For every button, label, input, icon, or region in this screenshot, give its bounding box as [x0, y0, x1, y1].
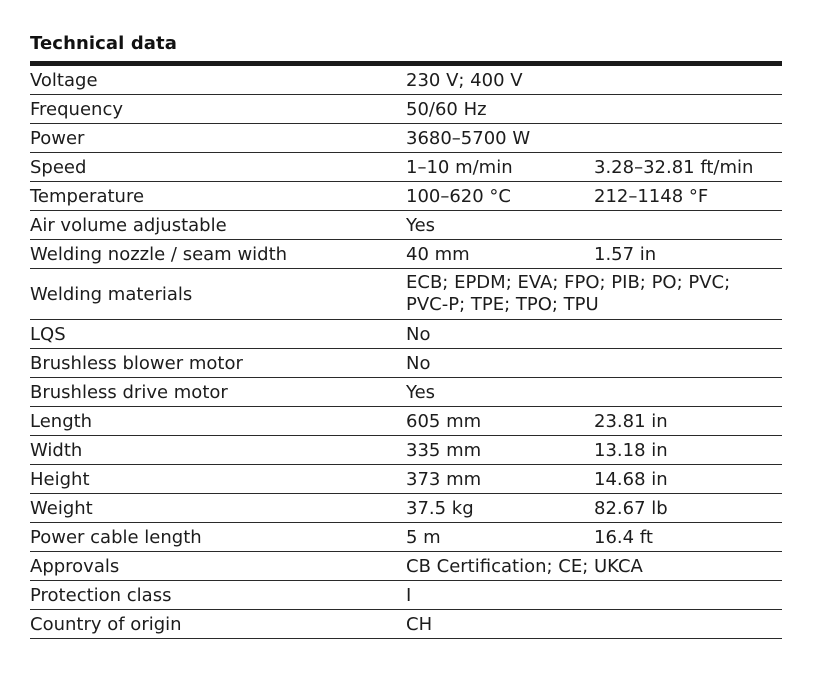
table-row-width [30, 436, 782, 465]
row-value [406, 272, 782, 316]
row-value: 5 m [406, 526, 441, 548]
row-value: 1–10 m/min [406, 156, 513, 178]
row-alt-value: 23.81 in [594, 410, 668, 432]
table-row-power [30, 124, 782, 153]
table-row-voltage [30, 66, 782, 95]
row-label: Length [30, 410, 93, 432]
row-alt-value: 3.28–32.81 ft/min [594, 156, 754, 178]
table-row-country-of-origin [30, 610, 782, 639]
table-row-height [30, 465, 782, 494]
row-label: Air volume adjustable [30, 214, 227, 236]
row-value-line-1: ECB; EPDM; EVA; FPO; PIB; PO; PVC; [406, 272, 731, 293]
row-label: Power cable length [30, 526, 202, 548]
row-alt-value: 16.4 ft [594, 526, 653, 548]
row-value: I [406, 584, 412, 606]
table-row-air-volume [30, 211, 782, 240]
row-value: 605 mm [406, 410, 482, 432]
row-value: 50/60 Hz [406, 98, 487, 120]
row-label: Weight [30, 497, 93, 519]
row-alt-value: 13.18 in [594, 439, 668, 461]
row-alt-value: 1.57 in [594, 243, 657, 265]
row-value: 37.5 kg [406, 497, 474, 519]
row-alt-value: 212–1148 °F [594, 185, 709, 207]
row-label: Voltage [30, 69, 98, 91]
row-label: Protection class [30, 584, 172, 606]
table-row-lqs [30, 320, 782, 349]
technical-data-table [30, 66, 782, 639]
technical-data-section [30, 30, 782, 639]
table-row-protection-class [30, 581, 782, 610]
row-value: No [406, 323, 431, 345]
table-row-frequency [30, 95, 782, 124]
row-value-line-2: PVC-P; TPE; TPO; TPU [406, 294, 599, 315]
table-row-nozzle-width [30, 240, 782, 269]
row-value: 335 mm [406, 439, 482, 461]
table-row-welding-materials [30, 269, 782, 320]
table-row-drive-motor [30, 378, 782, 407]
row-value: CH [406, 613, 433, 635]
table-row-cable-length [30, 523, 782, 552]
row-value: CB Certification; CE; UKCA [406, 555, 643, 577]
row-value: 40 mm [406, 243, 470, 265]
row-value: Yes [406, 214, 436, 236]
row-label: Speed [30, 156, 87, 178]
row-label: Approvals [30, 555, 120, 577]
row-value: 100–620 °C [406, 185, 512, 207]
table-row-weight [30, 494, 782, 523]
table-row-blower-motor [30, 349, 782, 378]
table-row-approvals [30, 552, 782, 581]
row-label: Power [30, 127, 85, 149]
row-label: Welding materials [30, 283, 193, 305]
row-value: 230 V; 400 V [406, 69, 523, 91]
row-alt-value: 82.67 lb [594, 497, 668, 519]
row-value: 373 mm [406, 468, 482, 490]
row-label: Brushless blower motor [30, 352, 243, 374]
section-title: Technical data [30, 33, 177, 54]
table-row-length [30, 407, 782, 436]
row-alt-value: 14.68 in [594, 468, 668, 490]
row-label: Temperature [30, 185, 145, 207]
row-label: Height [30, 468, 90, 490]
row-value: 3680–5700 W [406, 127, 531, 149]
table-row-temperature [30, 182, 782, 211]
table-row-speed [30, 153, 782, 182]
row-label: Frequency [30, 98, 123, 120]
row-label: Width [30, 439, 83, 461]
row-value: No [406, 352, 431, 374]
row-label: Brushless drive motor [30, 381, 228, 403]
row-value: Yes [406, 381, 436, 403]
row-label: Country of origin [30, 613, 182, 635]
row-label: LQS [30, 323, 66, 345]
row-label: Welding nozzle / seam width [30, 243, 288, 265]
